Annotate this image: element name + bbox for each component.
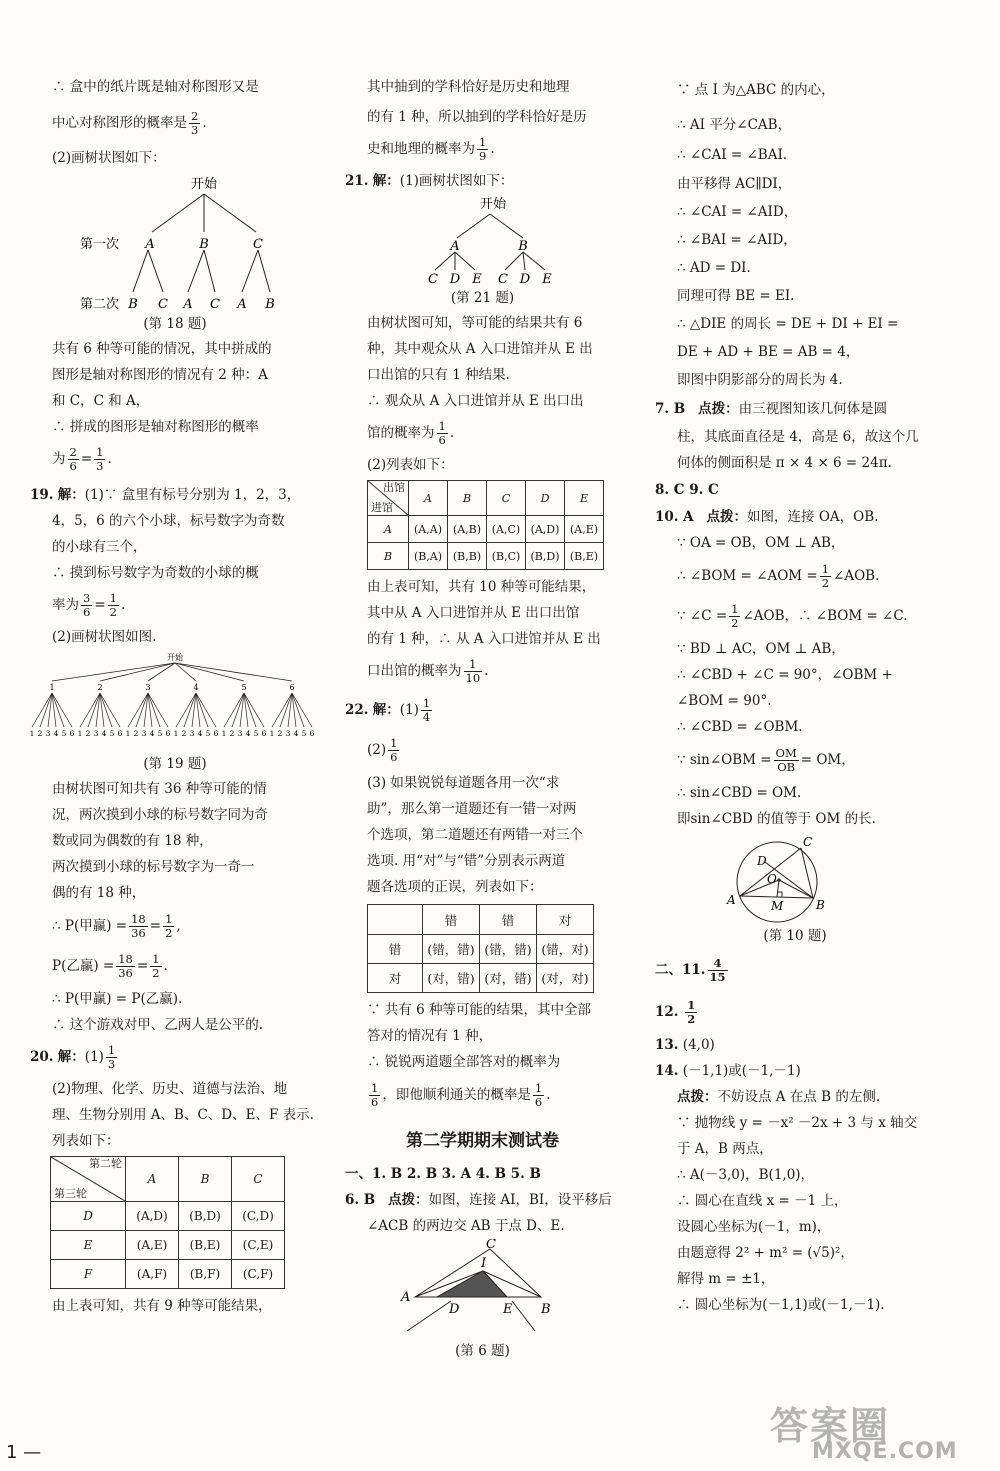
tree-node: A xyxy=(450,239,460,254)
answers-line: 一、1. B 2. B 3. A 4. B 5. B xyxy=(345,1166,541,1182)
table-corner: 出馆 进馆 xyxy=(368,481,409,516)
text-line: ∴ ∠CAI = ∠BAI. xyxy=(677,147,788,163)
text-line: 况，两次摸到小球的标号数字同为奇 xyxy=(52,807,268,823)
text-line: (2)列表如下： xyxy=(367,457,454,473)
tree-leaf: 2 xyxy=(277,729,283,738)
tree-leaf: 5 xyxy=(253,729,259,738)
text-line: 的小球有三个， xyxy=(52,539,147,555)
text-line: ∴ sin∠CBD = OM. xyxy=(677,785,802,801)
tree-leaf: C xyxy=(428,272,438,286)
table-header: C xyxy=(232,1157,285,1202)
answer-13: 13. (4,0) xyxy=(655,1037,715,1053)
fraction: $\frac{1}{2}$ xyxy=(687,998,696,1026)
tree-branch xyxy=(148,663,175,681)
text-line: 题各选项的正误，列表如下： xyxy=(367,879,543,895)
tree-diagram-21 xyxy=(345,194,620,286)
text-line: 个选项，第二道题还有两错一对三个 xyxy=(367,827,583,843)
text-line: 种，其中观众从 A 入口进馆并从 E 出 xyxy=(367,341,593,357)
text-line: 共有 6 种等可能的情况，其中拼成的 xyxy=(52,341,272,357)
text-line: 两次摸到小球的标号数字为一奇一 xyxy=(52,859,255,875)
tree-start: 开始 xyxy=(479,197,507,212)
text-line: DE + AD + BE = AB = 4， xyxy=(677,344,860,360)
text-line: ∴ 拼成的图形是轴对称图形的概率 xyxy=(52,419,259,435)
table-20 xyxy=(50,1156,285,1289)
text-line: 由题意得 2² + m² = (√5)²， xyxy=(677,1245,854,1261)
text-line: 即sin∠CBD 的值等于 OM 的长. xyxy=(677,811,876,827)
question-10: 10. A 点拨：如图，连接 OA，OB. xyxy=(655,509,879,525)
tree-leaf: 4 xyxy=(53,729,59,738)
text-line: 的有 1 种，所以抽到的学科恰好是历 xyxy=(367,109,587,125)
text-line: ∴ 摸到标号数字为奇数的小球的概 xyxy=(52,565,259,581)
question-20: 20. 解：(1) $\frac{1}{3}$ xyxy=(30,1043,116,1071)
text-line: ∠BOM = 90°. xyxy=(677,693,772,709)
tree-node: A xyxy=(145,237,155,252)
point-label: M xyxy=(771,899,784,913)
table-header: E xyxy=(565,481,604,516)
fraction: $\frac{1}{4}$ xyxy=(422,696,431,724)
text-line: ∴ ∠CBD = ∠OBM. xyxy=(677,719,803,735)
text-line: ∵ BD ⊥ AC，OM ⊥ AB， xyxy=(677,641,845,657)
tree-leaf: 3 xyxy=(141,729,147,738)
figure-10 xyxy=(655,832,975,924)
table-21 xyxy=(367,480,604,570)
fraction: $\frac{1}{9}$ xyxy=(479,135,487,163)
fraction: $\frac{1}{6}$ xyxy=(534,1081,543,1109)
tree-leaf: 2 xyxy=(85,729,91,738)
tree-node: 1 xyxy=(49,683,55,692)
tree-leaf: 1 xyxy=(173,729,179,738)
column-1 xyxy=(30,70,320,1319)
table-header: B xyxy=(448,481,487,516)
tree-leaf: D xyxy=(449,272,461,286)
fraction: $\frac{3}{6}$ xyxy=(83,591,91,619)
text-line: 数或同为偶数的有 18 种， xyxy=(52,833,213,849)
point-label: A xyxy=(727,893,736,907)
tree-leaf: E xyxy=(542,272,552,286)
fraction: $\frac{1}{3}$ xyxy=(107,1043,116,1071)
text-line: ∵ sin∠OBM = $\frac{OM}{OB}$ = OM， xyxy=(677,746,855,774)
tree-leaf: 4 xyxy=(245,729,251,738)
text-line: ∵ 抛物线 y = －x² －2x + 3 与 x 轴交 xyxy=(677,1115,918,1131)
text-line: ∴ P(甲赢) = $\frac{18}{36}$ = $\frac{1}{2}$ , xyxy=(52,912,181,940)
column-2 xyxy=(345,70,620,1363)
text-line: ∴ ∠CBD + ∠C = 90°，∠OBM + xyxy=(677,667,893,683)
point-label: I xyxy=(481,1256,487,1271)
tree-leaf: 5 xyxy=(205,729,211,738)
table-row: B (B,A) (B,B) (B,C) (B,D) (B,E) xyxy=(368,543,604,570)
text-line: 助”，那么第一道题还有一错一对两 xyxy=(367,801,577,817)
tree-leaf: 6 xyxy=(117,729,123,738)
text-line: 其中抽到的学科恰好是历史和地理 xyxy=(367,79,570,95)
fraction: $\frac{1}{2}$ xyxy=(152,952,160,980)
fraction: $\frac{1}{6}$ xyxy=(371,1081,379,1109)
point-label: O xyxy=(767,872,777,886)
text-line: ∴ 锐锐两道题全部答对的概率为 xyxy=(367,1054,561,1070)
answers-line: 8. C 9. C xyxy=(655,482,719,498)
fraction: $\frac{1}{6}$ xyxy=(438,419,446,447)
tree-leaf: 1 xyxy=(221,729,227,738)
question-19: 19. 解：(1)∵ 盒里有标号分别为 1，2，3， xyxy=(30,487,301,503)
answer-12: 12. $\frac{1}{2}$ xyxy=(655,998,696,1026)
tree-start: 开始 xyxy=(167,653,183,662)
text-line: 由树状图可知共有 36 种等可能的情 xyxy=(52,781,267,797)
text-line: 图形是轴对称图形的情况有 2 种：A xyxy=(52,367,268,383)
tree-leaf: 1 xyxy=(77,729,83,738)
text-line: 选项. 用“对”与“错”分别表示两道 xyxy=(367,853,566,869)
tree-leaf: C xyxy=(210,297,220,312)
tree-diagram-18 xyxy=(30,174,320,322)
text-line: 由树状图可知，等可能的结果共有 6 xyxy=(367,315,583,331)
tree-node: C xyxy=(253,237,263,252)
text-line: 率为 $\frac{3}{6}$ = $\frac{1}{2}$ . xyxy=(52,591,126,619)
point-label: C xyxy=(803,835,813,849)
fraction: $\frac{OM}{OB}$ xyxy=(775,746,797,774)
text-line: 设圆心坐标为(－1，m)， xyxy=(677,1219,831,1235)
point-label: A xyxy=(401,1290,411,1305)
table-row: A (A,A) (A,B) (A,C) (A,D) (A,E) xyxy=(368,516,604,543)
text-line: 4，5，6 的六个小球，标号数字为奇数 xyxy=(52,513,285,529)
text-line: 中心对称图形的概率是 $\frac{2}{3}$ . xyxy=(52,109,207,137)
table-row: F (A,F) (B,F) (C,F) xyxy=(51,1260,285,1289)
text-line: 解得 m = ±1， xyxy=(677,1271,775,1287)
text-line: ∴ A(－3,0)，B(1,0)， xyxy=(677,1167,815,1183)
tree-leaf: 5 xyxy=(61,729,67,738)
page-number: 1 — xyxy=(6,1442,42,1463)
figure-caption: (第 19 题) xyxy=(143,756,207,772)
tree-leaf: 6 xyxy=(165,729,171,738)
watermark-url: MXQE.COM xyxy=(812,1439,958,1464)
tree-node: 2 xyxy=(97,683,103,692)
watermark xyxy=(770,1395,990,1465)
tree-node: B xyxy=(199,237,209,252)
fraction: $\frac{1}{6}$ xyxy=(390,736,398,764)
tree-start: 开始 xyxy=(190,177,218,192)
text-line: 柱，其底面直径是 4，高是 6，故这个几 xyxy=(677,429,919,445)
tree-row-label: 第二次 xyxy=(80,297,120,312)
text-line: ∴ △DIE 的周长 = DE + DI + EI = xyxy=(677,316,899,332)
text-line: ∠ACB 的两边交 AB 于点 D、E. xyxy=(367,1218,565,1234)
point-label: C xyxy=(486,1239,496,1252)
text-line: ∴ ∠BOM = ∠AOM = $\frac{1}{2}$ ∠AOB. xyxy=(677,562,880,590)
figure-caption: (第 10 题) xyxy=(763,928,827,944)
point-label: E xyxy=(503,1302,513,1317)
tree-leaf: 3 xyxy=(45,729,51,738)
tree-diagram-19 xyxy=(30,650,320,752)
fraction: $\frac{1}{2}$ xyxy=(731,602,739,630)
tree-leaf: B xyxy=(128,297,138,312)
question-6: 6. B 点拨：如图，连接 AI，BI，设平移后 xyxy=(345,1192,612,1208)
table-header: 错 xyxy=(480,905,537,935)
text-line: 由上表可知，共有 10 种等可能结果， xyxy=(367,579,596,595)
tree-leaf: 3 xyxy=(189,729,195,738)
table-row: E (A,E) (B,E) (C,E) xyxy=(51,1231,285,1260)
exam-title: 第二学期期末测试卷 xyxy=(406,1131,559,1151)
tree-leaf: 4 xyxy=(293,729,299,738)
table-header: B xyxy=(179,1157,232,1202)
watermark-text: 答案圈 xyxy=(770,1404,891,1448)
tree-leaf: 2 xyxy=(37,729,43,738)
text-line: 何体的侧面积是 π × 4 × 6 = 24π. xyxy=(677,455,892,471)
figure-caption: (第 21 题) xyxy=(450,290,515,306)
tree-node: 3 xyxy=(145,683,151,692)
tree-leaf: C xyxy=(498,272,508,286)
text-line: 于 A，B 两点， xyxy=(677,1141,773,1157)
tree-leaf: 1 xyxy=(30,729,35,738)
fraction: $\frac{2}{3}$ xyxy=(191,109,199,137)
table-row: 错 (错，错) (错，错) (错，对) xyxy=(368,935,594,964)
table-22 xyxy=(367,904,594,993)
tree-leaf: 2 xyxy=(229,729,235,738)
text-line: ∴ 圆心在直线 x = －1 上， xyxy=(677,1193,848,1209)
tree-leaf: 1 xyxy=(125,729,131,738)
fraction: $\frac{2}{6}$ xyxy=(69,445,77,473)
table-header: A xyxy=(409,481,448,516)
fraction: $\frac{18}{36}$ xyxy=(118,952,133,980)
question-22: 22. 解：(1) $\frac{1}{4}$ xyxy=(345,696,431,724)
text-line: ∵ ∠C = $\frac{1}{2}$ ∠AOB，∴ ∠BOM = ∠C. xyxy=(677,602,908,630)
text-line: 口出馆的只有 1 种结果. xyxy=(367,367,510,383)
text-line: ∴ ∠BAI = ∠AID， xyxy=(677,232,797,248)
text-line: 由上表可知，共有 9 种等可能结果， xyxy=(52,1298,272,1314)
table-header: C xyxy=(487,481,526,516)
tree-leaf: 2 xyxy=(133,729,139,738)
text-line: (2)画树状图如图. xyxy=(52,629,157,645)
figure-caption: (第 18 题) xyxy=(143,316,207,332)
text-line: $\frac{1}{6}$ ，即他顺利通关的概率是 $\frac{1}{6}$ . xyxy=(371,1081,551,1109)
point-label: B xyxy=(541,1302,551,1317)
tree-leaf: C xyxy=(158,297,168,312)
text-line: ∵ 点 I 为△ABC 的内心， xyxy=(677,82,835,98)
text-line: ∴ 这个游戏对甲、乙两人是公平的. xyxy=(52,1017,264,1033)
tree-node: 6 xyxy=(289,683,295,692)
tree-leaf: 2 xyxy=(181,729,187,738)
text-line: 由平移得 AC∥DI， xyxy=(677,176,792,192)
text-line: 和 C，C 和 A， xyxy=(52,393,150,409)
text-line: ∴ AD = DI. xyxy=(677,260,751,276)
text-line: 馆的概率为 $\frac{1}{6}$ . xyxy=(367,419,455,447)
point-label: D xyxy=(757,854,767,868)
fraction: $\frac{1}{3}$ xyxy=(96,445,104,473)
tree-leaf: 4 xyxy=(101,729,107,738)
text-line: (2) $\frac{1}{6}$ xyxy=(367,736,398,764)
tree-leaf: 5 xyxy=(301,729,307,738)
tree-node: B xyxy=(518,239,528,254)
question-7: 7. B 点拨：由三视图知该几何体是圆 xyxy=(655,401,888,417)
text-line: ∴ P(甲赢) = P(乙赢). xyxy=(52,991,183,1007)
text-line: 为 $\frac{2}{6}$ = $\frac{1}{3}$ . xyxy=(52,445,112,473)
table-row: 对 (对，错) (对，错) (对，对) xyxy=(368,964,594,993)
tree-leaf: 6 xyxy=(213,729,219,738)
table-header: D xyxy=(526,481,565,516)
fraction: $\frac{4}{15}$ xyxy=(709,956,726,984)
text-line: 偶的有 18 种， xyxy=(52,885,146,901)
text-line: ∴ 圆心坐标为(－1,1)或(－1,－1). xyxy=(677,1297,885,1313)
tree-leaf: 4 xyxy=(149,729,155,738)
table-header: 对 xyxy=(537,905,594,935)
text-line: ∴ 盒中的纸片既是轴对称图形又是 xyxy=(52,79,259,95)
text-line: 的有 1 种，∴ 从 A 入口进馆并从 E 出 xyxy=(367,631,601,647)
text-line: ∴ ∠CAI = ∠AID， xyxy=(677,204,798,220)
text-line: ∴ AI 平分∠CAB， xyxy=(677,117,792,133)
figure-6 xyxy=(345,1239,620,1339)
tree-leaf: 6 xyxy=(309,729,315,738)
tree-leaf: 3 xyxy=(285,729,291,738)
tree-leaf: 4 xyxy=(197,729,203,738)
text-line: 史和地理的概率为 $\frac{1}{9}$ . xyxy=(367,135,495,163)
text-line: 口出馆的概率为 $\frac{1}{10}$ . xyxy=(367,657,489,685)
text-line: (2)画树状图如下： xyxy=(52,150,166,166)
fraction: $\frac{1}{10}$ xyxy=(465,657,481,685)
tree-leaf: D xyxy=(519,272,531,286)
tree-leaf: 3 xyxy=(93,729,99,738)
table-row: D (A,D) (B,D) (C,D) xyxy=(51,1202,285,1231)
text-line: ∵ 共有 6 种等可能的结果，其中全部 xyxy=(367,1002,591,1018)
text-line: 理、生物分别用 A、B、C、D、E、F 表示. xyxy=(52,1107,314,1123)
figure-caption: (第 6 题) xyxy=(455,1343,510,1359)
answer-14: 14. (－1,1)或(－1,－1) xyxy=(655,1063,801,1079)
tree-node: 5 xyxy=(241,683,247,692)
tree-leaf: 6 xyxy=(261,729,267,738)
text-line: ∵ OA = OB，OM ⊥ AB， xyxy=(677,535,845,551)
tree-leaf: 3 xyxy=(237,729,243,738)
fraction: $\frac{1}{2}$ xyxy=(109,591,117,619)
text-line: 同理可得 BE = EI. xyxy=(677,288,795,304)
text-line: 即图中阴影部分的周长为 4. xyxy=(677,372,843,388)
text-line: 其中从 A 入口进馆并从 E 出口出馆 xyxy=(367,605,580,621)
text-line: P(乙赢) = $\frac{18}{36}$ = $\frac{1}{2}$ . xyxy=(52,952,168,980)
table-header: A xyxy=(126,1157,179,1202)
point-label: D xyxy=(449,1302,460,1317)
tree-leaf: 5 xyxy=(157,729,163,738)
answer-11: 二、11. $\frac{4}{15}$ xyxy=(655,956,726,984)
text-line: (3) 如果锐锐每道题各用一次“求 xyxy=(367,775,560,791)
table-corner: 第二轮 第三轮 xyxy=(51,1157,126,1202)
tree-leaf: E xyxy=(472,272,482,286)
column-3 xyxy=(655,70,975,1318)
tree-leaf: A xyxy=(237,297,247,312)
tree-leaf: 6 xyxy=(69,729,75,738)
tree-leaf: B xyxy=(265,297,275,312)
question-21: 21. 解：(1)画树状图如下： xyxy=(345,173,514,189)
tree-branch xyxy=(52,663,175,681)
tree-leaf: A xyxy=(183,297,193,312)
table-header: 错 xyxy=(423,905,480,935)
text-line: (2)物理、化学、历史、道德与法治、地 xyxy=(52,1081,288,1097)
text-line: 列表如下： xyxy=(52,1133,120,1149)
tree-node: 4 xyxy=(193,683,199,692)
tree-leaf: 5 xyxy=(109,729,115,738)
text-line: 答对的情况有 1 种， xyxy=(367,1028,493,1044)
fraction: $\frac{18}{36}$ xyxy=(131,912,146,940)
text-line: 点拨：不妨设点 A 在点 B 的左侧. xyxy=(677,1089,881,1105)
tree-leaf: 1 xyxy=(269,729,275,738)
fraction: $\frac{1}{2}$ xyxy=(821,562,830,590)
text-line: ∴ 观众从 A 入口进馆并从 E 出口出 xyxy=(367,393,584,409)
fraction: $\frac{1}{2}$ xyxy=(165,912,173,940)
tree-row-label: 第一次 xyxy=(80,237,120,252)
point-label: B xyxy=(816,898,825,912)
